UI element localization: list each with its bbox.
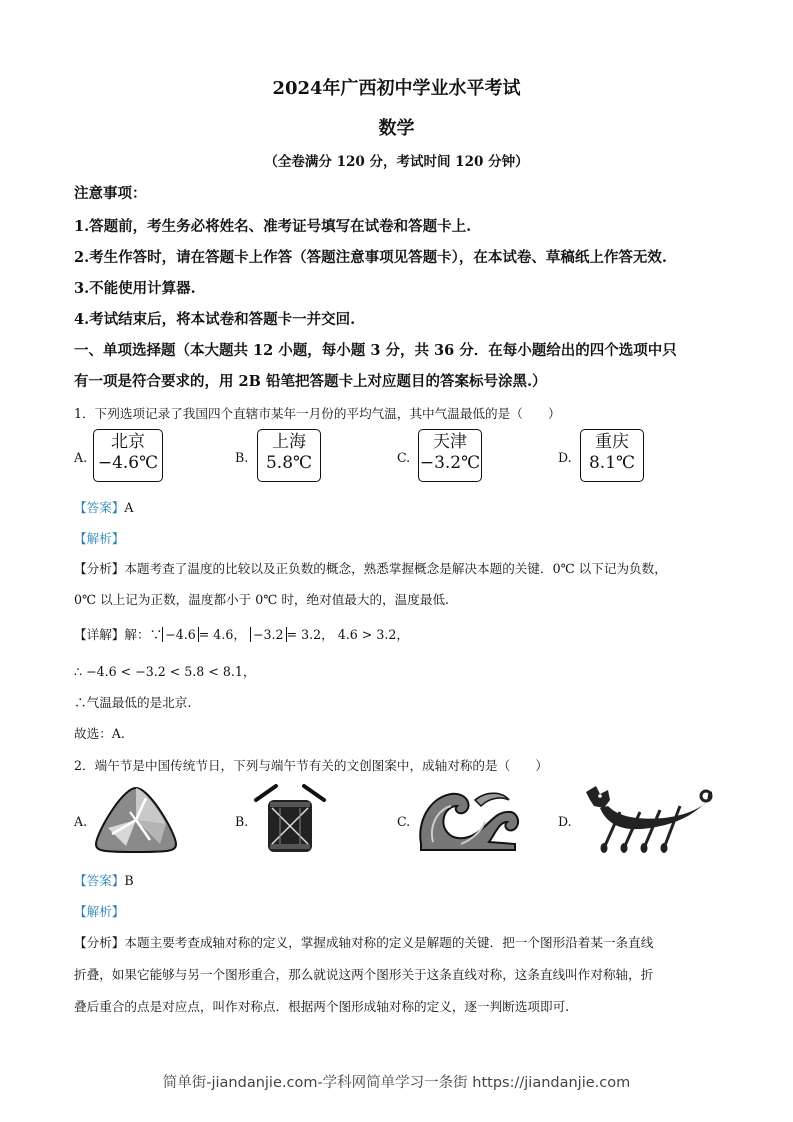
q1-detail-prefix: 解：∵ (124, 627, 163, 642)
exam-info: （全卷满分 120 分，考试时间 120 分钟） (264, 154, 529, 170)
q1-option-c-card (418, 429, 482, 482)
exam-title: 2024年广西初中学业水平考试 (272, 78, 521, 99)
page-footer: 简单街-jiandanjie.com-学科网简单学习一条街 https://jiandanjie.com (162, 1075, 631, 1091)
q1-eq-2: = 3.2， (286, 627, 334, 642)
q2-fenxi-text1: 本题主要考查成轴对称的定义，掌握成轴对称的定义是解题的关键．把一个图形沿着某一条直线 (124, 935, 654, 950)
dragon-boat-icon (580, 782, 718, 856)
q1-fenxi-label: 【分析】 (74, 561, 125, 576)
q1-option-b-city: 上海 (272, 432, 306, 452)
q2-answer-value: B (124, 873, 134, 888)
q1-option-b-card (257, 429, 321, 482)
q1-abs-1: −4.6 (162, 627, 199, 642)
exam-subject: 数学 (378, 118, 415, 139)
q2-answer-label: 【答案】 (74, 873, 125, 888)
q1-compare: 4.6 > 3.2， (337, 627, 409, 642)
q1-option-d-letter: D. (558, 450, 572, 465)
q1-answer (74, 497, 724, 516)
section-heading-line1: 一、单项选择题（本大题共 12 小题，每小题 3 分，共 36 分．在每小题给出的四个选项中只 (74, 342, 677, 359)
q1-detail-line (74, 624, 724, 643)
drum-icon (252, 784, 328, 856)
q1-option-c-temp: −3.2℃ (419, 453, 481, 473)
q1-answer-value: A (124, 500, 134, 515)
q1-option-a-city: 北京 (111, 432, 145, 452)
q1-option-d-city: 重庆 (595, 432, 629, 452)
q1-eq-1: = 4.6， (198, 627, 246, 642)
q2-option-c-letter: C. (397, 814, 411, 829)
notice-item-2: 2.考生作答时，请在答题卡上作答（答题注意事项见答题卡），在本试卷、草稿纸上作答无效. (74, 249, 667, 266)
notice-heading: 注意事项： (74, 185, 147, 202)
q2-option-a-letter: A. (74, 814, 88, 829)
q2-fenxi-line2: 折叠，如果它能够与另一个图形重合，那么就说这两个图形关于这条直线对称，这条直线叫作对称轴，折 (74, 967, 654, 982)
wave-cloud-icon (415, 782, 521, 854)
q1-analysis-label: 【解析】 (74, 531, 125, 546)
q2-option-d-letter: D. (558, 814, 572, 829)
q2-stem: 2．端午节是中国传统节日，下列与端午节有关的文创图案中，成轴对称的是（ ） (74, 758, 548, 773)
q1-option-a-letter: A. (74, 450, 88, 465)
q1-option-c-city: 天津 (433, 432, 467, 452)
q1-fenxi-line1 (74, 558, 724, 577)
q1-stem: 1．下列选项记录了我国四个直辖市某年一月份的平均气温，其中气温最低的是（ ） (74, 406, 561, 421)
notice-item-4: 4.考试结束后，将本试卷和答题卡一并交回. (74, 311, 356, 328)
q1-option-b-letter: B. (235, 450, 249, 465)
q1-option-c-letter: C. (397, 450, 411, 465)
q1-fenxi-text1: 本题考查了温度的比较以及正负数的概念，熟悉掌握概念是解决本题的关键．0℃ 以下记为负数， (124, 561, 667, 576)
q2-option-b-letter: B. (235, 814, 249, 829)
q2-fenxi-line1 (74, 932, 724, 951)
section-heading-line2: 有一项是符合要求的，用 2B 铅笔把答题卡上对应题目的答案标号涂黑.） (74, 373, 547, 390)
q1-detail-label: 【详解】 (74, 627, 125, 642)
q1-option-a-temp: −4.6℃ (97, 453, 159, 473)
zongzi-icon (90, 784, 182, 854)
notice-item-3: 3.不能使用计算器. (74, 280, 196, 297)
q1-abs-2: −3.2 (250, 627, 287, 642)
q2-answer (74, 870, 724, 889)
q2-fenxi-line3: 叠后重合的点是对应点，叫作对称点．根据两个图形成轴对称的定义，逐一判断选项即可. (74, 999, 570, 1014)
q1-step-2: ∴ −4.6 < −3.2 < 5.8 < 8.1， (74, 664, 256, 679)
q1-option-d-temp: 8.1℃ (588, 453, 636, 473)
q1-fenxi-line2: 0℃ 以上记为正数，温度都小于 0℃ 时，绝对值最大的，温度最低. (74, 592, 450, 607)
q1-step-3: ∴气温最低的是北京. (74, 695, 192, 710)
q1-option-b-temp: 5.8℃ (265, 453, 313, 473)
q1-answer-label: 【答案】 (74, 500, 125, 515)
q2-fenxi-label: 【分析】 (74, 935, 125, 950)
q1-option-a-card (93, 429, 163, 482)
notice-item-1: 1.答题前，考生务必将姓名、准考证号填写在试卷和答题卡上. (74, 218, 472, 235)
q2-analysis-label: 【解析】 (74, 904, 125, 919)
q1-choose: 故选：A. (74, 726, 125, 741)
q1-option-d-card (580, 429, 644, 482)
